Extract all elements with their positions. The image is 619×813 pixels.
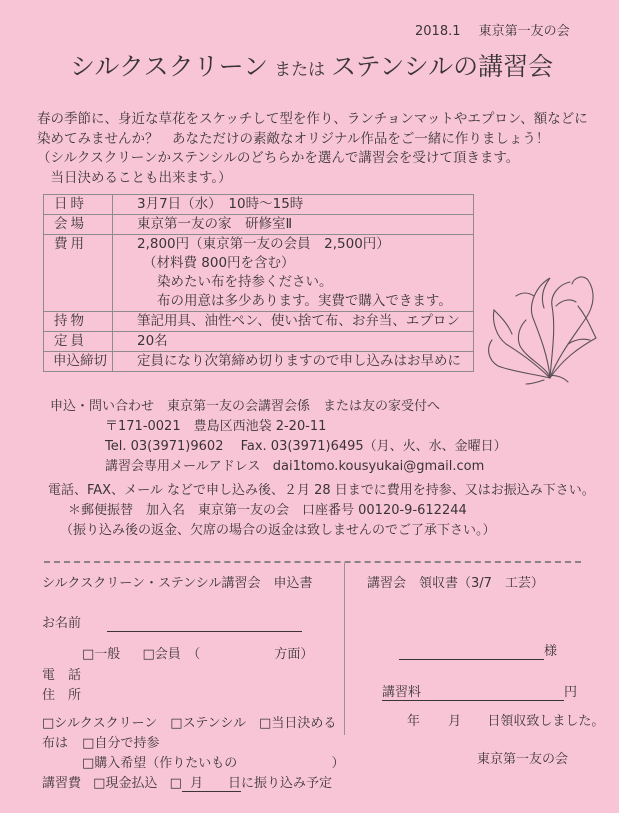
fee-line: 染めたい布を持参ください。	[157, 274, 333, 290]
intro-line: 春の季節に、身近な草花をスケッチして型を作り、ランチョンマットやエプロン、額などに	[37, 111, 588, 127]
fee-line: 布の用意は多少あります。実費で購入できます。	[157, 293, 452, 309]
fee-label: 講習料	[382, 685, 422, 700]
postal-transfer-info: ＊郵便振替 加入名 東京第一友の会 口座番号 00120-9-612244	[68, 503, 467, 518]
payment-section	[48, 481, 595, 541]
email-line	[50, 457, 507, 477]
recipient-name-line[interactable]	[399, 644, 544, 660]
fee-amount-line[interactable]	[382, 681, 564, 701]
checkbox-member[interactable]: □会員 （	[142, 647, 201, 662]
checkbox-cash[interactable]: □現金払込	[93, 776, 158, 791]
table-row-deadline	[44, 352, 474, 372]
month-label: 月	[448, 714, 462, 729]
address-label: 住 所	[42, 688, 82, 703]
month-label: 月	[190, 776, 204, 791]
row-value: 20名	[113, 332, 474, 352]
member-direction: 方面）	[274, 647, 314, 662]
fee-amount-row	[382, 681, 577, 701]
row-label: 申込締切	[44, 352, 113, 372]
cloth-purchase-row	[82, 752, 344, 771]
day-label: 日	[227, 776, 241, 791]
title-part2: ステンシルの講習会	[331, 52, 554, 81]
phone-fax: Tel. 03(3971)9602 Fax. 03(3971)6495（月、火、水、金曜日）	[105, 439, 507, 454]
intro-line: （シルクスクリーンかステンシルのどちらかを選んで講習会を受けて頂きます。	[37, 150, 520, 166]
header-date-org	[415, 20, 570, 39]
course-options[interactable]: □シルクスクリーン □ステンシル □当日決める	[42, 716, 337, 731]
event-info-table	[43, 194, 474, 372]
row-value: 3月7日（水） 10時～15時	[113, 195, 474, 215]
fee-row	[42, 772, 332, 792]
page-title	[70, 47, 553, 83]
organization-name: 東京第一友の会	[478, 24, 570, 39]
yen-unit: 円	[564, 685, 578, 700]
lily-flower-icon	[478, 256, 608, 386]
contact-heading: 申込・問い合わせ 東京第一友の会講習会係 または友の家受付へ	[50, 399, 441, 414]
table-row-items	[44, 312, 474, 332]
fee-line: （材料費 800円を含む）	[143, 255, 295, 271]
receipt-date-row	[407, 710, 604, 729]
intro-paragraph	[37, 110, 588, 188]
checkbox-general[interactable]: □一般	[82, 647, 121, 662]
year-label: 年	[407, 714, 421, 729]
row-label: 日時	[44, 195, 113, 215]
checkbox-bring-own[interactable]: □自分で持参	[82, 736, 160, 751]
cut-line-divider	[44, 561, 581, 563]
table-row-fee	[44, 235, 474, 312]
intro-line: 当日決めることも出来ます。）	[37, 169, 232, 186]
row-label: 持物	[44, 312, 113, 332]
row-value	[113, 235, 474, 312]
title-connector: または	[274, 60, 326, 80]
application-title: シルクスクリーン・ステンシル講習会 申込書	[42, 576, 313, 591]
member-type-row	[82, 643, 313, 662]
transfer-suffix: に振り込み予定	[240, 776, 332, 791]
row-label: 費用	[44, 235, 113, 312]
form-vertical-divider	[344, 563, 345, 735]
row-value: 東京第一友の家 研修室Ⅱ	[113, 215, 474, 235]
recipient-suffix: 様	[544, 644, 558, 659]
phone-label: 電 話	[42, 668, 82, 683]
transfer-date-field[interactable]	[182, 772, 241, 792]
row-value: 定員になり次第締め切りますので申し込みはお早めに	[113, 352, 474, 372]
intro-line: 染めてみませんか？ あなただけの素敵なオリジナル作品をご一緒に作りましょう！	[37, 130, 550, 147]
checkbox-purchase[interactable]: □購入希望（作りたいもの	[82, 756, 238, 771]
table-row-capacity	[44, 332, 474, 352]
name-row	[42, 612, 302, 632]
payment-instructions: 電話、FAX、メール などで申し込み後、２月 28 日までに費用を持参、又はお振込み下さい。	[48, 483, 595, 498]
table-row-venue	[44, 215, 474, 235]
recipient-row	[399, 640, 557, 660]
receipt-title: 講習会 領収書（3/7 工芸）	[367, 576, 544, 591]
name-label: お名前	[42, 616, 82, 631]
contact-section	[50, 397, 507, 477]
title-part1: シルクスクリーン	[70, 52, 269, 81]
checkbox-transfer[interactable]: □	[169, 776, 182, 791]
email-label: 講習会専用メールアドレス	[105, 459, 261, 474]
fee-line: 2,800円（東京第一友の会員 2,500円）	[137, 236, 390, 252]
refund-policy: （振り込み後の返金、欠席の場合の返金は致しませんのでご了承下さい。）	[60, 523, 496, 538]
row-label: 定員	[44, 332, 113, 352]
issue-date: 2018.1	[415, 24, 461, 39]
receipt-issuer: 東京第一友の会	[477, 752, 569, 767]
received-statement: 日領収致しました。	[487, 714, 605, 729]
name-input-line[interactable]	[107, 616, 302, 632]
email-address[interactable]: dai1tomo.kousyukai@gmail.com	[272, 459, 485, 474]
fee-label: 講習費	[42, 776, 82, 791]
cloth-label: 布は	[42, 736, 69, 751]
cloth-row	[42, 732, 159, 751]
paren-close: ）	[331, 756, 345, 771]
table-row-datetime	[44, 195, 474, 215]
row-value: 筆記用具、油性ペン、使い捨て布、お弁当、エプロン	[113, 312, 474, 332]
postal-address: 〒171-0021 豊島区西池袋 2-20-11	[105, 419, 327, 434]
row-label: 会場	[44, 215, 113, 235]
